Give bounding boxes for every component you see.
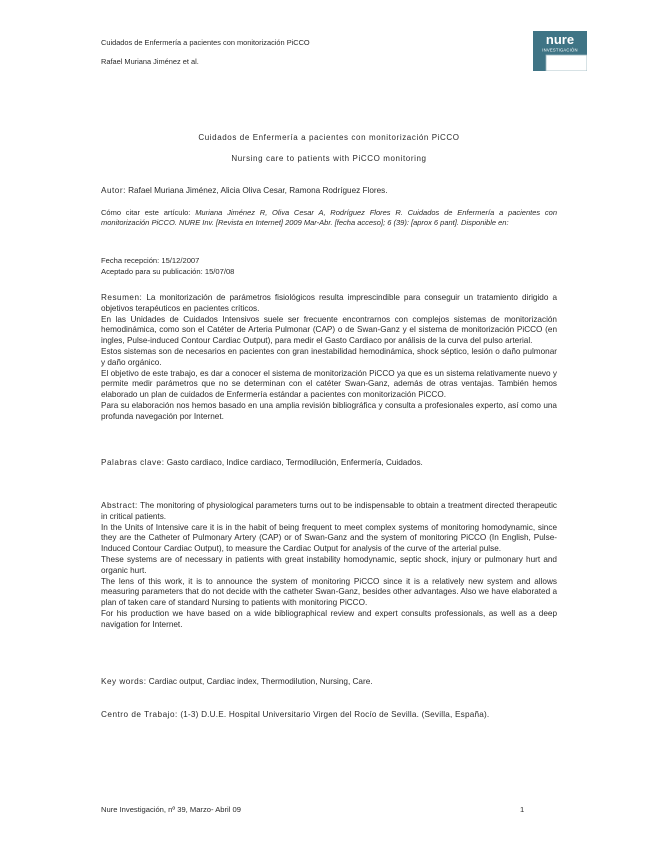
centro-text: (1-3) D.U.E. Hospital Universitario Virgen del Rocío de Sevilla. (Sevilla, España). [180, 710, 490, 719]
date-received: Fecha recepción: 15/12/2007 [101, 256, 200, 265]
abstract-p1-text: The monitoring of physiological parameters turns out to be indispensable to obtain a treatment directed therapeutic in critical patients. [101, 501, 557, 521]
abstract-section [101, 501, 557, 631]
nure-logo [533, 31, 587, 71]
authors-line [101, 186, 557, 197]
abstract-p4: The lens of this work, it is to announce the system of monitoring PiCCO since it is a relatively new system and allows measuring parameters that do not decide with the catheter Swan-Ganz, besides other advantages. Also we have elaborated a plan of taken care of standard Nursing to patients with monitoring PiCCO. [101, 576, 557, 608]
running-authors: Rafael Muriana Jiménez et al. [101, 57, 199, 66]
abstract-p3: These systems are of necessary in patients with great instability homodynamic, septic shock, injury or pulmonary hurt and organic hurt. [101, 554, 557, 575]
resumen-p3: Estos sistemas son de necesarios en pacientes con gran inestabilidad hemodinámica, shock séptico, lesión o daño pulmonar y daño orgánico. [101, 346, 557, 367]
abstract-p2: In the Units of Intensive care it is in the habit of being frequent to meet complex systems of monitoring homodynamic, since they are the Catheter of Pulmonary Artery (CAP) or of Swan-Ganz and the system of monitoring PiCCO (In English, Pulse-Induced Contour Cardiac Output), to measure the Cardiac Output for analysis of the curve of the arterial pulse. [101, 522, 557, 554]
resumen-p5: Para su elaboración nos hemos basado en una amplia revisión bibliográfica y consulta a profesionales experto, así como una profunda navegación por Internet. [101, 400, 557, 421]
title-en: Nursing care to patients with PiCCO monitoring [231, 154, 427, 163]
footer-journal: Nure Investigación, nº 39, Marzo- Abril 09 [101, 805, 241, 814]
centro-label: Centro de Trabajo: [101, 710, 178, 719]
key-words [101, 677, 557, 688]
citation-label: Cómo citar este artículo: [101, 208, 191, 217]
keywords-text: Cardiac output, Cardiac index, Thermodilution, Nursing, Care. [148, 677, 373, 686]
palabras-text: Gasto cardiaco, Indice cardiaco, Termodilución, Enfermería, Cuidados. [166, 458, 423, 467]
resumen-p4: El objetivo de este trabajo, es dar a conocer el sistema de monitorización PiCCO ya que es un sistema relativamente nuevo y permite medir parámetros que no se determinan con el catéter Swan-Ganz, además de otras ventajas. También hemos elaborado un plan de cuidados de Enfermería estándar a pacientes con monitorización PiCCO. [101, 368, 557, 400]
dates [101, 256, 557, 277]
authors-names: Rafael Muriana Jiménez, Alicia Oliva Cesar, Ramona Rodríguez Flores. [128, 186, 388, 195]
authors-label: Autor: [101, 186, 126, 195]
abstract-p5: For his production we have based on a wide bibliographical review and expert consults professionals, as well as a deep navigation for Internet. [101, 608, 557, 629]
resumen-p1-text: La monitorización de parámetros fisiológicos resulta imprescindible para conseguir un tratamiento dirigido a objetivos terapéuticos en pacientes críticos. [101, 293, 557, 313]
resumen-p1 [101, 293, 557, 315]
logo-text: nure [545, 32, 575, 47]
abstract-label: Abstract: [101, 501, 138, 510]
citation [101, 208, 557, 228]
logo-subtext: INVESTIGACIÓN [542, 47, 578, 53]
page-number: 1 [520, 805, 525, 814]
palabras-label: Palabras clave: [101, 458, 165, 467]
abstract-p1 [101, 501, 557, 523]
centro-trabajo [101, 710, 557, 721]
citation-text: Muriana Jiménez R, Oliva Cesar A, Rodríguez Flores R. Cuidados de Enfermería a pacientes con monitorización PiCCO. NURE Inv. [Revista en Internet] 2009 Mar-Abr. [fecha acceso]; 6 (39): [aprox 6 pant]. Disponible en: [101, 208, 558, 227]
date-accepted: Aceptado para su publicación: 15/07/08 [101, 266, 235, 276]
resumen-p2: En las Unidades de Cuidados Intensivos suele ser frecuente encontrarnos con complejos sistemas de monitorización hemodinámica, como son el Catéter de Arteria Pulmonar (CAP) o de Swan-Ganz y el sistema de monitorización PiCCO (en ingles, Pulse-induced Contour Cardiac Output), para medir el Gasto Cardiaco por análisis de la curva del pulso arterial. [101, 314, 557, 346]
running-title: Cuidados de Enfermería a pacientes con monitorización PiCCO [101, 38, 310, 47]
title-es: Cuidados de Enfermería a pacientes con monitorización PiCCO [198, 133, 460, 142]
palabras-clave [101, 458, 557, 469]
keywords-label: Key words: [101, 677, 147, 686]
resumen-section [101, 293, 557, 423]
resumen-label: Resumen: [101, 293, 143, 302]
nure-logo-graphic [533, 31, 587, 71]
